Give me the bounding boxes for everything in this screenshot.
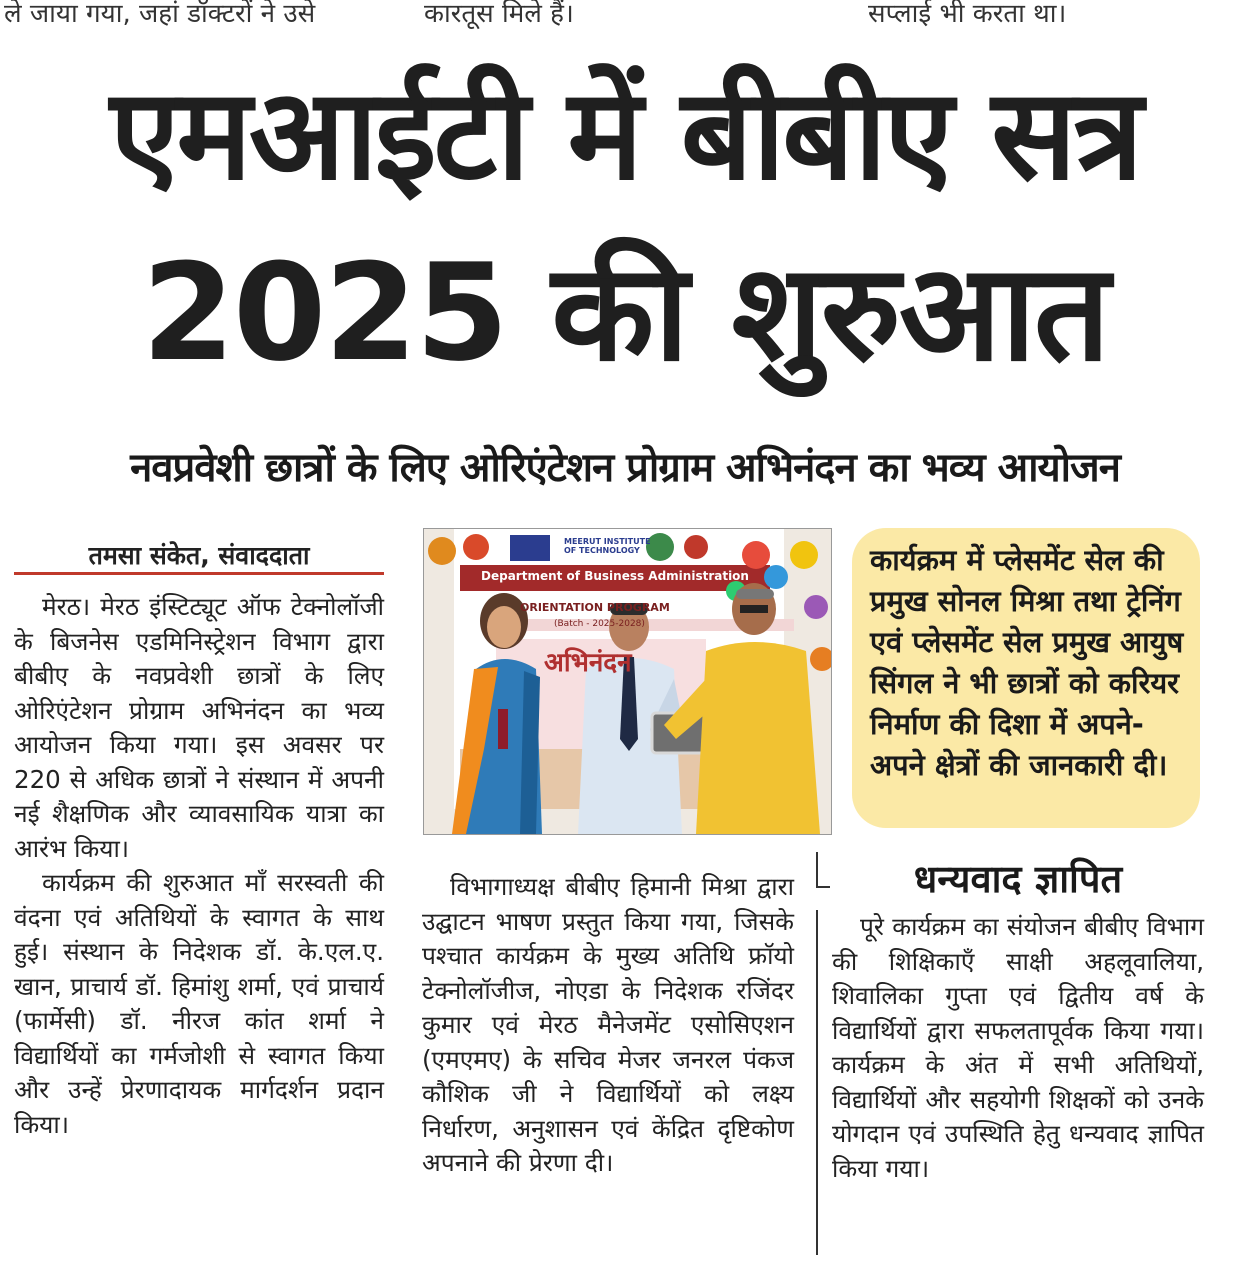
callout-box (852, 528, 1200, 828)
logo-icon (463, 534, 489, 560)
institute-logo-icon (510, 535, 550, 561)
subsection-heading: धन्यवाद ज्ञापित (913, 857, 1123, 901)
paragraph: मेरठ। मेरठ इंस्टिट्यूट ऑफ टेक्नोलॉजी के बिजनेस एडमिनिस्ट्रेशन विभाग द्वारा बीबीए के नवप्रवेशी छात्रों के लिए ओरिएंटेशन प्रोग्राम अभिनंदन का भव्य आयोजन किया गया। इस अवसर पर 220 से अधिक छात्रों ने संस्थान में अपनी नई शैक्षणिक और व्यावसायिक यात्रा का आरंभ किया। (14, 592, 384, 863)
photo-hindi-title: अभिनंदन (544, 648, 632, 678)
previous-article-fragment: सप्लाई भी करता था। (868, 0, 1067, 29)
paragraph: विभागाध्यक्ष बीबीए हिमानी मिश्रा द्वारा उद्घाटन भाषण प्रस्तुत किया गया, जिसके पश्चात कार्यक्रम के मुख्य अतिथि फ्रॉयो टेक्नोलॉजीज, नोएडा के निदेशक रजिंदर कुमार एवं मेरठ मैनेजमेंट एसोसिएशन (एमएमए) के सचिव मेजर जनरल पंकज कौशिक जी ने विद्यार्थियों को लक्ष्य निर्धारण, अनुशासन एवं केंद्रित दृष्टिकोण अपनाने की प्रेरणा दी। (422, 872, 794, 1177)
headline-line-2: 2025 की शुरुआत (141, 235, 1109, 391)
photo-banner-text: Department of Business Administration (481, 569, 749, 583)
article-column-2 (422, 870, 794, 1181)
byline: तमसा संकेत, संवाददाता (88, 541, 310, 570)
column-divider (816, 910, 818, 1255)
logo-icon (428, 537, 456, 565)
subheadline: नवप्रवेशी छात्रों के लिए ओरिएंटेशन प्रोग्राम अभिनंदन का भव्य आयोजन (130, 445, 1120, 491)
emblem-icon (684, 535, 708, 559)
previous-article-fragment: ले जाया गया, जहां डॉक्टरों ने उसे (4, 0, 316, 29)
photo-program-text: ORIENTATION PROGRAM (520, 601, 670, 614)
byline-rule (14, 572, 384, 575)
column-divider (816, 886, 830, 888)
column-divider (816, 852, 818, 888)
article-column-3 (832, 910, 1204, 1186)
article-column-1 (14, 590, 384, 1142)
callout-text: कार्यक्रम में प्लेसमेंट सेल की प्रमुख सोनल मिश्रा तथा ट्रेनिंग एवं प्लेसमेंट सेल प्रमुख आयुष सिंगल ने भी छात्रों को करियर निर्माण की दिशा में अपने-अपने क्षेत्रों की जानकारी दी। (870, 543, 1184, 782)
event-photo (423, 528, 832, 835)
headline-line-1: एमआईटी में बीबीए सत्र (109, 61, 1141, 208)
paragraph: कार्यक्रम की शुरुआत माँ सरस्वती की वंदना एवं अतिथियों के स्वागत के साथ हुई। संस्थान के निदेशक डॉ. के.एल.ए. खान, प्राचार्य डॉ. हिमांशु शर्मा, एवं प्राचार्य (फार्मेसी) डॉ. नीरज कांत शर्मा ने विद्यार्थियों का गर्मजोशी से स्वागत किया और उन्हें प्रेरणादायक मार्गदर्शन प्रदान किया। (14, 868, 384, 1139)
photo-batch-text: (Batch - 2025-2028) (554, 619, 645, 629)
paragraph: पूरे कार्यक्रम का संयोजन बीबीए विभाग की शिक्षिकाएँ साक्षी अहलूवालिया, शिवालिका गुप्ता एवं द्वितीय वर्ष के विद्यार्थियों द्वारा सफलतापूर्वक किया गया। कार्यक्रम के अंत में सभी अतिथियों, विद्यार्थियों और सहयोगी शिक्षकों को उनके योगदान एवं उपस्थिति हेतु धन्यवाद ज्ञापित किया गया। (832, 912, 1204, 1183)
previous-article-fragment: कारतूस मिले हैं। (424, 0, 574, 29)
photo-institute-text: MEERUT INSTITUTE OF TECHNOLOGY (564, 537, 651, 555)
